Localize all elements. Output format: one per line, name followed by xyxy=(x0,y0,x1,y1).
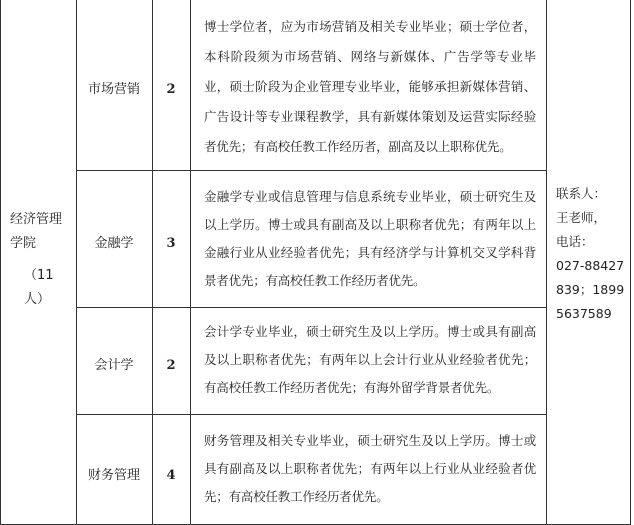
quota-cell: 3 xyxy=(166,236,176,251)
contact-phone: 027-88427839；18995637589 xyxy=(556,258,625,321)
contact-label: 联系人： xyxy=(556,186,607,201)
quota-cell: 4 xyxy=(166,468,176,483)
row-divider-1 xyxy=(76,170,547,171)
department-count: （11人） xyxy=(24,268,54,307)
table-border-right xyxy=(630,0,631,525)
contact-cell xyxy=(556,182,630,326)
requirement-cell: 会计学专业毕业，硕士研究生及以上学历。博士或具有副高及以上职称者优先；有两年以上会计行业从业经验者优先；有高校任教工作经历者优先；有海外留学背景者优先。 xyxy=(204,324,536,395)
major-cell: 市场营销 xyxy=(87,82,140,97)
department-name: 经济管理学院 xyxy=(10,212,63,251)
department-cell xyxy=(10,208,66,312)
major-cell: 会计学 xyxy=(94,358,134,373)
contact-phone-label: 电话： xyxy=(556,234,594,249)
row-divider-2 xyxy=(76,307,547,308)
quota-cell: 2 xyxy=(166,358,176,373)
column-divider-contact xyxy=(546,0,547,525)
requirement-cell: 财务管理及相关专业毕业，硕士研究生及以上学历。博士或具有副高及以上职称者优先；有两年以上行业从业经验者优先；有高校任教工作经历者优先。 xyxy=(204,433,536,504)
quota-cell: 2 xyxy=(166,82,176,97)
requirement-cell: 金融学专业或信息管理与信息系统专业毕业，硕士研究生及以上学历。博士或具有副高及以上职称者优先；有两年以上金融行业从业经验者优先；具有经济学与计算机交叉学科背景者优先；有高校任教工作经历者优先。 xyxy=(204,189,536,288)
table-border-left xyxy=(0,0,1,525)
major-cell: 财务管理 xyxy=(87,468,140,483)
row-divider-3 xyxy=(76,414,547,415)
major-cell: 金融学 xyxy=(94,236,134,251)
requirement-cell: 博士学位者，应为市场营销及相关专业毕业；硕士学位者，本科阶段须为市场营销、网络与新媒体、广告学等专业毕业，硕士阶段为企业管理专业毕业，能够承担新媒体营销、广告设计等专业课程教学，具有新媒体策划及运营实际经验者优先；有高校任教工作经历者，副高及以上职称优先。 xyxy=(204,19,536,154)
contact-person: 王老师， xyxy=(556,210,607,225)
